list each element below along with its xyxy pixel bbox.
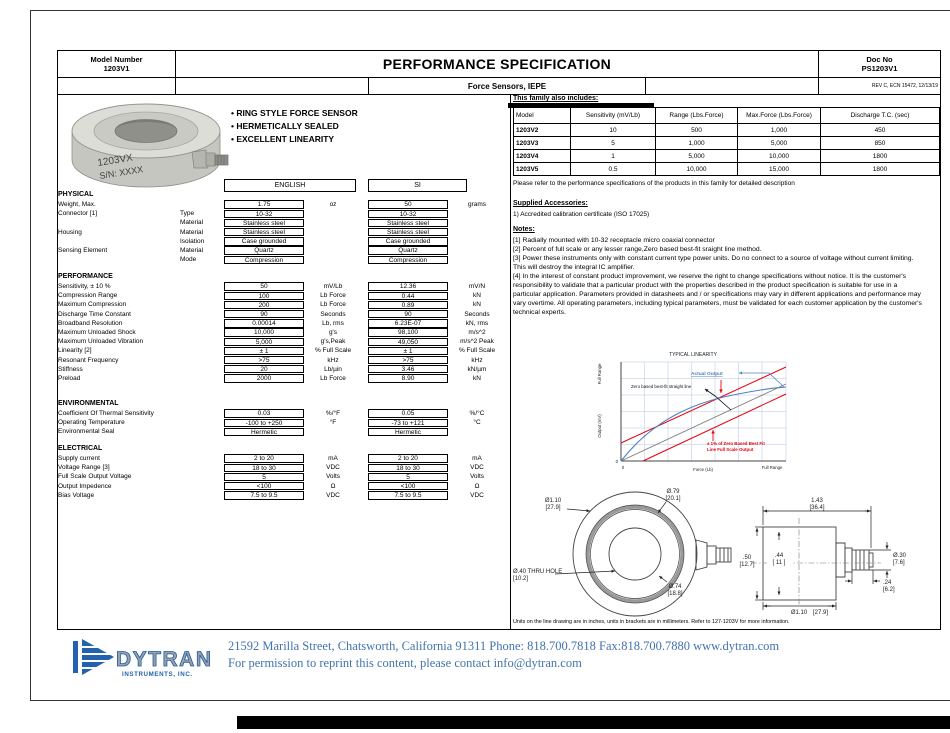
family-sensitivity: 10 (571, 124, 656, 137)
family-col-maxforce: Max.Force (Lbs.Force) (738, 108, 821, 124)
section-heading-environmental: ENVIRONMENTAL (58, 400, 119, 407)
spec-unit-english: VDC (326, 491, 340, 499)
notes-list (513, 236, 925, 317)
scan-artifact-bar (237, 716, 950, 729)
y-axis-top-label: Full Range (597, 363, 602, 385)
content-border-bottom (57, 629, 941, 630)
dim-conn-len-in: .24 (883, 580, 892, 586)
spec-value-si: >75 (368, 356, 448, 364)
spec-label: Stiffness (58, 365, 83, 373)
spec-row (57, 228, 510, 237)
spec-value-si: Compression (368, 256, 448, 264)
title-cell (175, 50, 819, 78)
spec-unit-si: Ω (474, 482, 480, 490)
dim-boss-in: Ø.79 (666, 489, 680, 495)
family-discharge: 1800 (821, 163, 940, 176)
page-frame-left (30, 10, 31, 700)
spec-value-si: Stainless steel (368, 219, 448, 227)
spec-unit-english: Lb Force (320, 301, 346, 309)
spec-value-english: Case grounded (224, 237, 304, 245)
dim-ring-mm: [18.8] (667, 591, 683, 597)
spec-row (57, 328, 510, 337)
spec-value-english: 7.5 to 9.5 (224, 491, 304, 499)
spec-row (57, 427, 510, 436)
spec-label: Coefficient Of Thermal Sensitivity (58, 410, 154, 417)
accessories-heading: Supplied Accessories: (513, 200, 588, 207)
model-number-value: 1203V1 (103, 64, 130, 73)
spec-unit-si: kN (473, 292, 481, 300)
accessory-item: 1) Accredited calibration certificate (ISO 17025) (513, 211, 650, 218)
page-title: PERFORMANCE SPECIFICATION (382, 56, 612, 72)
feature-list (231, 107, 358, 146)
spec-value-english: Quartz (224, 246, 304, 254)
x-fullrange-label: Full Range (761, 465, 783, 470)
family-maxforce: 5,000 (738, 137, 821, 150)
spec-label: Sensitivity, ± 10 % (58, 283, 111, 290)
dytran-logo (70, 636, 225, 686)
spec-value-english: 0.03 (224, 409, 304, 417)
spec-row (57, 491, 510, 500)
spec-row (57, 218, 510, 227)
doc-no-cell (818, 50, 941, 78)
note-item: [2] Percent of full scale or any lesser range,Zero based best-fit sraight line method. (513, 246, 762, 253)
section-heading-performance: PERFORMANCE (58, 273, 113, 280)
note-item: [1] Radially mounted with 10-32 receptacle micro coaxial connector (513, 237, 715, 244)
spec-value-english: 1.75 (224, 200, 304, 208)
spec-unit-english: g's (328, 328, 338, 336)
family-row (514, 124, 940, 137)
spec-value-si: 50 (368, 200, 448, 208)
spec-value-english: 100 (224, 292, 304, 300)
family-col-range: Range (Lbs.Force) (656, 108, 738, 124)
spec-unit-si: Seconds (464, 310, 490, 318)
spec-row (57, 246, 510, 255)
spec-value-si: -73 to +121 (368, 419, 448, 427)
spec-label: Output Impedence (58, 482, 112, 490)
spec-value-english: Hermetic (224, 428, 304, 436)
family-model: 1203V3 (514, 137, 571, 150)
spec-value-si: 18 to 30 (368, 464, 448, 472)
family-discharge: 850 (821, 137, 940, 150)
y-axis-label: Output (mV) (597, 414, 602, 438)
spec-unit-si: grams (467, 201, 487, 208)
dim-h1-in: .50 (742, 555, 752, 561)
tolerance-label-line1: ± 1% of Zero Based Best Fit (707, 441, 765, 446)
family-sensitivity: 5 (571, 137, 656, 150)
spec-value-english: Compression (224, 256, 304, 264)
actual-output-label: Actual Output (691, 372, 723, 377)
dim-boss-mm: [20.1] (665, 496, 681, 502)
note-item: [4] In the interest of constant product improvement, we reserve the right to change specifications without notice. It is the customer's responsibility to validate that a particular product with the properties described in the product specification is suitable for use in a particular application. Parameters provided in datasheets and / or specifications may vary in different applications and performance may vary overtime. All operating parameters, including typical parameters, must be validated for each customer application by the customer's technical experts. (513, 273, 922, 316)
spec-unit-si: kN (473, 374, 481, 382)
family-heading: This family also includes: (513, 95, 599, 102)
notes-heading: Notes: (513, 226, 535, 233)
english-column-header: ENGLISH (224, 179, 356, 192)
bestfit-line (621, 384, 786, 461)
footer-address: 21592 Marilla Street, Chatsworth, California 91311 Phone: 818.700.7818 Fax:818.700.7880 www.dytran.com (228, 639, 780, 653)
spec-unit-english: g's,Peak (320, 338, 346, 346)
revision-text: REV C, ECN 15472, 12/13/19 (871, 83, 938, 89)
spec-value-english: Stainless steel (224, 219, 304, 227)
spec-unit-english: mV/Lb (323, 283, 343, 290)
model-number-label: Model Number (90, 55, 143, 64)
spec-label: Operating Temperature (58, 419, 125, 427)
header-empty-cell (57, 77, 176, 95)
spec-value-english: 5 (224, 473, 304, 481)
linearity-chart (593, 348, 793, 480)
dim-length-in: 1.43 (811, 498, 823, 504)
actual-output-leader (739, 373, 784, 387)
spec-row (57, 282, 510, 291)
spec-row (57, 209, 510, 218)
family-note: Please refer to the performance specifications of the products in this family for detailed description (513, 180, 795, 187)
spec-value-si: <100 (368, 482, 448, 490)
product-photo (60, 100, 232, 194)
spec-row (57, 300, 510, 309)
logo-subtext: INSTRUMENTS, INC. (122, 671, 193, 678)
spec-value-english: 50 (224, 282, 304, 290)
spec-sublabel: Mode (180, 256, 197, 264)
spec-value-si: 2 to 20 (368, 454, 448, 462)
section-heading-electrical: ELECTRICAL (58, 445, 103, 452)
dim-body-dia-mm: [27.9] (813, 610, 829, 616)
spec-unit-english: Seconds (320, 310, 346, 318)
spec-value-si: 8.90 (368, 374, 448, 382)
revision-cell (818, 77, 941, 95)
spec-label: Linearity [2] (58, 347, 92, 355)
family-range: 500 (656, 124, 738, 137)
spec-unit-english: %/°F (325, 410, 341, 417)
spec-label: Discharge Time Constant (58, 310, 131, 318)
family-sensitivity: 0.5 (571, 163, 656, 176)
spec-value-english: 2 to 20 (224, 454, 304, 462)
spec-value-si: ± 1 (368, 347, 448, 355)
spec-value-english: >75 (224, 356, 304, 364)
content-border-right (940, 94, 941, 630)
spec-value-si: 49,050 (368, 338, 448, 346)
bestfit-leader (705, 389, 731, 410)
dim-outer-mm: [27.9] (545, 505, 561, 511)
spec-row (57, 472, 510, 481)
spec-label: Voltage Range [3] (58, 464, 110, 472)
spec-label: Connector [1] (58, 210, 98, 218)
family-discharge: 1800 (821, 150, 940, 163)
spec-label: Environmental Seal (58, 428, 115, 436)
dim-conn-dia-in: Ø.30 (893, 553, 907, 559)
header-empty-cell (645, 77, 819, 95)
spec-label: Housing (58, 228, 82, 236)
dim-hole-in: Ø.40 THRU HOLE (513, 569, 563, 575)
family-range: 10,000 (656, 163, 738, 176)
spec-label: Compression Range (58, 292, 118, 300)
section-heading-physical: PHYSICAL (58, 191, 94, 198)
family-model: 1203V5 (514, 163, 571, 176)
spec-unit-english: Ω (330, 482, 336, 490)
family-row (514, 150, 940, 163)
spec-value-english: 18 to 30 (224, 464, 304, 472)
spec-sublabel: Material (180, 246, 204, 254)
spec-unit-english: mA (328, 455, 338, 462)
spec-label: Resonant Frequency (58, 356, 119, 364)
spec-value-si: 5 (368, 473, 448, 481)
spec-unit-english: % Full Scale (314, 347, 352, 355)
dim-conn-len-mm: [6.2] (883, 587, 895, 593)
spec-value-english: -100 to +250 (224, 419, 304, 427)
spec-unit-english: kHz (327, 356, 339, 364)
dim-h2-mm: [ 11 ] (772, 560, 786, 566)
product-model-marking: 1203VX (96, 152, 134, 169)
family-col-sensitivity: Sensitivity (mV/Lb) (571, 108, 656, 124)
header-empty-cell (175, 77, 369, 95)
spec-value-si: 6.23E-07 (368, 319, 448, 327)
spec-unit-si: kN (473, 301, 481, 309)
family-discharge: 450 (821, 124, 940, 137)
spec-unit-si: °C (473, 419, 481, 427)
bestfit-label: Zero based best-fit straight line (631, 384, 692, 389)
spec-label: Maximum Unloaded Vibration (58, 338, 144, 346)
product-serial-marking: S/N: XXXX (98, 164, 144, 181)
environmental-rows (57, 409, 510, 437)
spec-value-english: Stainless steel (224, 228, 304, 236)
spec-unit-english: VDC (326, 464, 340, 472)
spec-label: Preload (58, 374, 81, 382)
tolerance-label-line2: Line Full Scale Output (707, 447, 754, 452)
spec-sublabel: Material (180, 219, 204, 227)
family-header-row (514, 108, 940, 124)
spec-label: Bias Voltage (58, 491, 95, 499)
dim-h1-mm: [12.7] (739, 562, 755, 568)
page-frame-bottom (30, 700, 950, 701)
spec-value-english: 20 (224, 365, 304, 373)
family-maxforce: 1,000 (738, 124, 821, 137)
spec-label: Sensing Element (58, 246, 108, 254)
footer-permission: For permission to reprint this content, please contact info@dytran.com (228, 656, 582, 670)
dim-hole-mm: [10.2] (513, 576, 529, 582)
spec-unit-english: Lb, rms (322, 319, 344, 327)
feature-bullet: • RING STYLE FORCE SENSOR (231, 108, 358, 118)
spec-row (57, 482, 510, 491)
drawing-units-note: Units on the line drawing are in inches, units in brackets are in millimeters. Refer to 127-1203V for more information. (513, 619, 790, 625)
dimension-drawing (511, 478, 939, 618)
accessories-list (513, 210, 937, 219)
family-range: 5,000 (656, 150, 738, 163)
spec-sublabel: Material (180, 228, 204, 236)
spec-value-si: Hermetic (368, 428, 448, 436)
spec-unit-si: m/s^2 Peak (460, 338, 494, 346)
spec-row (57, 200, 510, 209)
logo-text: DYTRAN (116, 648, 213, 671)
spec-unit-english: Lb Force (320, 292, 346, 300)
family-sensitivity: 1 (571, 150, 656, 163)
spec-sublabel: Isolation (180, 237, 205, 245)
physical-rows (57, 200, 510, 264)
spec-unit-si: mA (472, 455, 482, 462)
spec-row (57, 337, 510, 346)
family-col-discharge: Discharge T.C. (sec) (821, 108, 940, 124)
family-col-model: Model (514, 108, 571, 124)
feature-bullet: • EXCELLENT LINEARITY (231, 134, 335, 144)
family-table (513, 107, 940, 176)
spec-unit-english: Volts (325, 473, 341, 481)
spec-label: Broadband Resolution (58, 319, 123, 327)
note-item: [3] Power these instruments only with constant current type power units. Do no connect to a source of voltage without current limiting. This will destroy the integral IC amplifier. (513, 255, 914, 271)
family-model: 1203V2 (514, 124, 571, 137)
spec-value-si: 10-32 (368, 210, 448, 218)
spec-value-si: Case grounded (368, 237, 448, 245)
spec-row (57, 237, 510, 246)
dim-body-dia-in: Ø1.10 (790, 610, 808, 616)
spec-value-si: 0.89 (368, 301, 448, 309)
spec-row (57, 319, 510, 328)
spec-sublabel: Type (180, 210, 195, 218)
spec-row (57, 418, 510, 427)
feature-bullet: • HERMETICALLY SEALED (231, 121, 339, 131)
spec-row (57, 365, 510, 374)
spec-value-si: 98,100 (368, 328, 448, 336)
spec-value-si: 90 (368, 310, 448, 318)
dim-h2-in: .44 (774, 553, 784, 559)
electrical-rows (57, 454, 510, 500)
spec-value-si: 7.5 to 9.5 (368, 491, 448, 499)
spec-unit-si: VDC (470, 464, 484, 472)
category-cell (368, 77, 646, 95)
spec-unit-english: Lb Force (320, 374, 346, 382)
spec-row (57, 454, 510, 463)
spec-value-si: 0.44 (368, 292, 448, 300)
spec-value-english: 5,000 (224, 338, 304, 346)
spec-row (57, 463, 510, 472)
spec-unit-si: Volts (469, 473, 485, 481)
spec-value-english: <100 (224, 482, 304, 490)
page-frame-top (30, 10, 950, 11)
spec-unit-si: kHz (471, 356, 483, 364)
spec-value-english: ± 1 (224, 347, 304, 355)
family-maxforce: 10,000 (738, 150, 821, 163)
spec-value-english: 90 (224, 310, 304, 318)
spec-unit-si: % Full Scale (458, 347, 496, 355)
spec-value-english: 2000 (224, 374, 304, 382)
dim-length-mm: [36.4] (809, 505, 825, 511)
spec-row (57, 346, 510, 355)
spec-value-si: 0.05 (368, 409, 448, 417)
spec-label: Weight, Max. (58, 201, 96, 208)
spec-unit-si: VDC (470, 491, 484, 499)
spec-unit-si: m/s^2 (468, 328, 486, 336)
spec-row (57, 310, 510, 319)
spec-row (57, 409, 510, 418)
spec-row (57, 374, 510, 383)
spec-row (57, 255, 510, 264)
doc-no-label: Doc No (866, 55, 893, 64)
spec-value-si: Quartz (368, 246, 448, 254)
origin-label: 0 (615, 459, 618, 464)
category-label: Force Sensors, IEPE (467, 81, 547, 91)
spec-value-si: 12.36 (368, 282, 448, 290)
family-range: 1,000 (656, 137, 738, 150)
doc-no-value: PS1203V1 (861, 64, 898, 73)
spec-value-si: 3.46 (368, 365, 448, 373)
dim-ring-in: Ø.74 (668, 584, 682, 590)
dim-conn-dia-mm: [7.6] (893, 560, 905, 566)
family-maxforce: 15,000 (738, 163, 821, 176)
x-zero-label: 0 (621, 465, 625, 470)
spec-value-english: 200 (224, 301, 304, 309)
spec-value-english: 10-32 (224, 210, 304, 218)
spec-label: Maximum Unloaded Shock (58, 328, 136, 336)
dim-outer-in: Ø1.10 (544, 498, 562, 504)
spec-label: Maximum Compression (58, 301, 127, 309)
family-model: 1203V4 (514, 150, 571, 163)
spec-label: Full Scale Output Voltage (58, 473, 132, 481)
spec-value-english: 0.00014 (224, 319, 304, 327)
spec-unit-si: kN/µm (467, 365, 487, 373)
spec-value-english: 10,000 (224, 328, 304, 336)
spec-value-si: Stainless steel (368, 228, 448, 236)
spec-unit-english: °F (329, 419, 337, 427)
spec-row (57, 356, 510, 365)
model-number-cell (57, 50, 176, 78)
family-row (514, 137, 940, 150)
spec-label: Supply current (58, 455, 100, 462)
x-axis-label: Force (Lb) (693, 467, 713, 472)
spec-unit-english: oz (329, 201, 337, 208)
si-column-header: SI (368, 179, 467, 192)
family-row (514, 163, 940, 176)
spec-row (57, 291, 510, 300)
spec-unit-si: %/°C (469, 410, 485, 417)
chart-title: TYPICAL LINEARITY (669, 352, 717, 358)
performance-rows (57, 282, 510, 383)
spec-unit-si: kN, rms (465, 319, 489, 327)
spec-unit-si: mV/N (468, 283, 486, 290)
spec-unit-english: Lb/µin (324, 365, 342, 373)
